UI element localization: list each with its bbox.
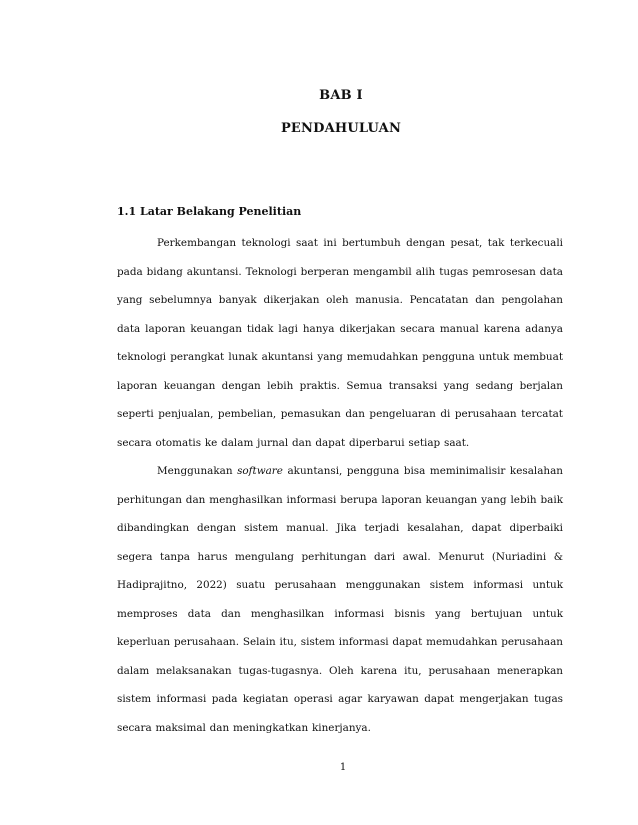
chapter-number: BAB I [319,88,363,103]
body-text [117,229,563,742]
chapter-title: PENDAHULUAN [280,121,402,136]
page-number: 1 [339,762,347,773]
paragraph-2 [117,457,563,742]
paragraph-2-rest: akuntansi, pengguna bisa meminimalisir kesalahan perhitungan dan menghasilkan informasi berupa laporan keuangan yang lebih baik dibandingkan dengan sistem manual. Jika terjadi kesalahan, dapat diperbaiki segera tanpa harus mengulang perhitungan dari awal. Menurut (Nuriadini & Hadiprajitno, 2022) suatu perusahaan menggunakan sistem informasi untuk memproses data dan menghasilkan informasi bisnis yang bertujuan untuk keperluan perusahaan. Selain itu, sistem informasi dapat memudahkan perusahaan dalam melaksanakan tugas-tugasnya. Oleh karena itu, perusahaan menerapkan sistem informasi pada kegiatan operasi agar karyawan dapat mengerjakan tugas secara maksimal dan meningkatkan kinerjanya. [117,465,563,734]
paragraph-1: Perkembangan teknologi saat ini bertumbuh dengan pesat, tak terkecuali pada bidang akuntansi. Teknologi berperan mengambil alih tugas pemrosesan data yang sebelumnya banyak dikerjakan oleh manusia. Pencatatan dan pengolahan data laporan keuangan tidak lagi hanya dikerjakan secara manual karena adanya teknologi perangkat lunak akuntansi yang memudahkan pengguna untuk membuat laporan keuangan dengan lebih praktis. Semua transaksi yang sedang berjalan seperti penjualan, pembelian, pemasukan dan pengeluaran di perusahaan tercatat secara otomatis ke dalam jurnal dan dapat diperbarui setiap saat. [117,237,563,449]
section-heading: 1.1 Latar Belakang Penelitian [117,205,302,218]
paragraph-2-emphasis: software [237,465,283,477]
paragraph-2-lead: Menggunakan [157,465,238,477]
